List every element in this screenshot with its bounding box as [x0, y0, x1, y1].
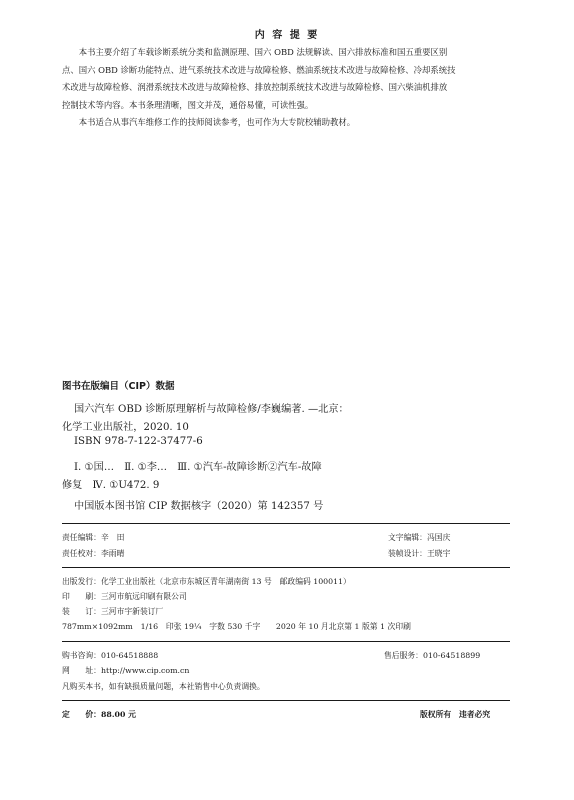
intro-paragraph-1: [62, 44, 514, 114]
service-contact: 售后服务：010-64518899: [384, 651, 481, 660]
cip-number-line: 中国版本图书馆 CIP 数据核字（2020）第 142357 号: [74, 501, 324, 512]
intro-title: 内 容 提 要: [254, 30, 320, 41]
intro-line-4: 控制技术等内容。本书条理清晰，图文并茂，通俗易懂，可读性强。: [62, 99, 314, 110]
cip-title-line: 国六汽车 OBD 诊断原理解析与故障检修/李巍编著. —北京：: [74, 404, 349, 415]
intro-text: [62, 44, 514, 132]
responsible-editor: 责任编辑：辛 田: [62, 533, 125, 542]
copyright-line: 版权所有 违者必究: [420, 710, 491, 719]
divider-1: [62, 523, 510, 524]
intro-paragraph-2: 本书适合从事汽车维修工作的技师阅读参考，也可作为大专院校辅助教材。: [78, 117, 356, 128]
printer-info: 印 刷：三河市航远印刷有限公司: [62, 592, 187, 601]
intro-line-3: 术改进与故障检修、润滑系统技术改进与故障检修、排放控制系统技术改进与故障检修、国六柴油机排放: [62, 82, 448, 93]
proofreader: 责任校对：李雨晴: [62, 549, 125, 558]
cip-subject-line-2: 修复 Ⅳ. ①U472. 9: [62, 480, 160, 491]
intro-line-2: 点、国六 OBD 诊断功能特点、进气系统技术改进与故障检修、燃油系统技术改进与故障检修、冷却系统技: [62, 64, 456, 75]
cip-publisher-line: 化学工业出版社，2020. 10: [62, 422, 189, 433]
website-line: 网 址：http://www.cip.com.cn: [62, 666, 190, 675]
publisher-info: 出版发行：化学工业出版社（北京市东城区青年湖南街 13 号 邮政编码 100011）: [62, 577, 351, 586]
cip-heading: 图书在版编目（CIP）数据: [62, 381, 175, 392]
text-editor: 文字编辑：冯国庆: [388, 533, 451, 542]
binder-info: 装 订：三河市宇新装订厂: [62, 607, 164, 616]
price-line: 定 价：88.00 元: [62, 710, 136, 719]
divider-4: [62, 700, 510, 701]
cip-isbn-line: ISBN 978-7-122-37477-6: [74, 436, 203, 447]
purchase-contact: 购书咨询：010-64518888: [62, 651, 159, 660]
divider-3: [62, 641, 510, 642]
cover-designer: 装帧设计：王晓宇: [388, 549, 451, 558]
cip-subject-line-1: Ⅰ. ①国… Ⅱ. ①李… Ⅲ. ①汽车-故障诊断②汽车-故障: [74, 462, 322, 473]
quality-notice: 凡购买本书，如有缺损质量问题，本社销售中心负责调换。: [62, 682, 265, 691]
divider-2: [62, 567, 510, 568]
specs-info: 787mm×1092mm 1/16 印张 19¼ 字数 530 千字 2020 年 10 月北京第 1 版第 1 次印刷: [62, 622, 411, 631]
intro-line-1: 本书主要介绍了车载诊断系统分类和监测原理、国六 OBD 法规解读、国六排放标准和国五重要区别: [78, 47, 448, 57]
